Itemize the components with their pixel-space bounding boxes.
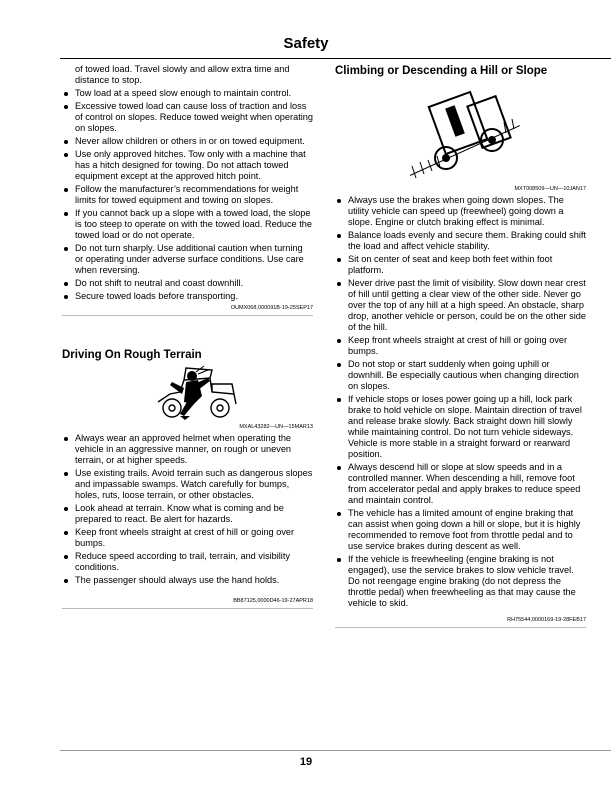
list-item: Use existing trails. Avoid terrain such as dangerous slopes and impassable swamps. Watch carefully for bumps, holes, ruts, loose terrain, or other obstacles. (62, 468, 313, 501)
list-item: Always use the brakes when going down slopes. The utility vehicle can speed up (freewheel) going down a slope. Engine or clutch braking effect is minimal. (335, 195, 586, 228)
list-item: Reduce speed according to trail, terrain, and visibility conditions. (62, 551, 313, 573)
utility-vehicle-rider-illustration (150, 364, 240, 422)
towing-bullet-list (62, 88, 313, 302)
list-item: Do not turn sharply. Use additional caution when turning or operating under adverse surface conditions. Use care when reversing. (62, 243, 313, 276)
right-column (335, 64, 586, 628)
list-item: The passenger should always use the hand holds. (62, 575, 313, 586)
reference-code: OUMX068,000091B-19-25SEP17 (230, 305, 313, 311)
left-column (62, 64, 313, 609)
list-item: Keep front wheels straight at crest of hill or going over bumps. (335, 335, 586, 357)
list-item: Follow the manufacturer’s recommendations for weight limits for towed equipment and towing on slopes. (62, 184, 313, 206)
list-item: If the vehicle is freewheeling (engine braking is not engaged), use the service brakes to slow vehicle travel. Do not reengage engine braking (do not depress the throttle pedal) when freewheeling as that may cause the vehicle to skid. (335, 554, 586, 609)
list-item: Sit on center of seat and keep both feet within foot platform. (335, 254, 586, 276)
figure-id: MXAL43282—UN—15MAR13 (239, 424, 313, 430)
list-item: Do not shift to neutral and coast downhill. (62, 278, 313, 289)
reference-code: BB87125,0000D46-19-27APR18 (233, 598, 313, 604)
page-title: Safety (283, 35, 329, 52)
footer-rule (60, 750, 611, 751)
page-number: 19 (299, 756, 313, 768)
header-rule (60, 58, 611, 59)
section-heading: Driving On Rough Terrain (62, 349, 202, 361)
section-divider (62, 608, 313, 609)
list-item: Secure towed loads before transporting. (62, 291, 313, 302)
list-item: Always wear an approved helmet when operating the vehicle in an aggressive manner, on rough or uneven terrain, or at higher speeds. (62, 433, 313, 466)
list-item: Never allow children or others in or on towed equipment. (62, 136, 313, 147)
slope-bullet-list (335, 195, 586, 609)
section-divider (335, 627, 586, 628)
terrain-bullet-list (62, 433, 313, 586)
figure-id: MXT008509—UN—10JAN17 (514, 186, 586, 192)
list-item: Balance loads evenly and secure them. Braking could shift the load and affect vehicle stability. (335, 230, 586, 252)
hill-slope-figure (335, 78, 586, 186)
list-item: Use only approved hitches. Tow only with a machine that has a hitch designed for towing. Do not attach towed equipment except at the approved hitch point. (62, 149, 313, 182)
list-item: Do not stop or start suddenly when going uphill or downhill. Be especially cautious when changing direction on slopes. (335, 359, 586, 392)
list-item: If vehicle stops or loses power going up a hill, lock park brake to hold vehicle on slope. Maintain direction of travel and release brake slowly. Back straight down hill slowly while maintaining control. Do not turn vehicle sideways. Vehicle is more stable in a straight forward or rearward position. (335, 394, 586, 460)
section-divider (62, 315, 313, 316)
section-heading: Climbing or Descending a Hill or Slope (335, 65, 548, 77)
list-item: Never drive past the limit of visibility. Slow down near crest of hill until getting a clear view of the other side. Never go over the top of any hill at a high speed. An obstacle, sharp drop, another vehicle or person, could be on the other side of the hill. (335, 278, 586, 333)
reference-code: RH75544,0000169-19-28FEB17 (507, 617, 586, 623)
continuation-text: of towed load. Travel slowly and allow extra time and distance to stop. (75, 64, 290, 85)
list-item: Look ahead at terrain. Know what is coming and be prepared to react. Be alert for hazards. (62, 503, 313, 525)
list-item: Always descend hill or slope at slow speeds and in a controlled manner. When descending a hill, remove foot from accelerator pedal and apply brakes to reduce speed and maintain control. (335, 462, 586, 506)
list-item: The vehicle has a limited amount of engine braking that can assist when going down a hill or slope, but it is highly recommended to remove foot from throttle pedal and to use service brakes during descent as well. (335, 508, 586, 552)
list-item: If you cannot back up a slope with a towed load, the slope is too steep to operate on with the towed load. Reduce the towed load or do not operate. (62, 208, 313, 241)
vehicle-on-slope-illustration (410, 86, 520, 182)
list-item: Excessive towed load can cause loss of traction and loss of control on slopes. Reduce towed weight when operating on slopes. (62, 101, 313, 134)
list-item: Tow load at a speed slow enough to maintain control. (62, 88, 313, 99)
list-item: Keep front wheels straight at crest of hill or going over bumps. (62, 527, 313, 549)
rough-terrain-figure (62, 362, 313, 424)
